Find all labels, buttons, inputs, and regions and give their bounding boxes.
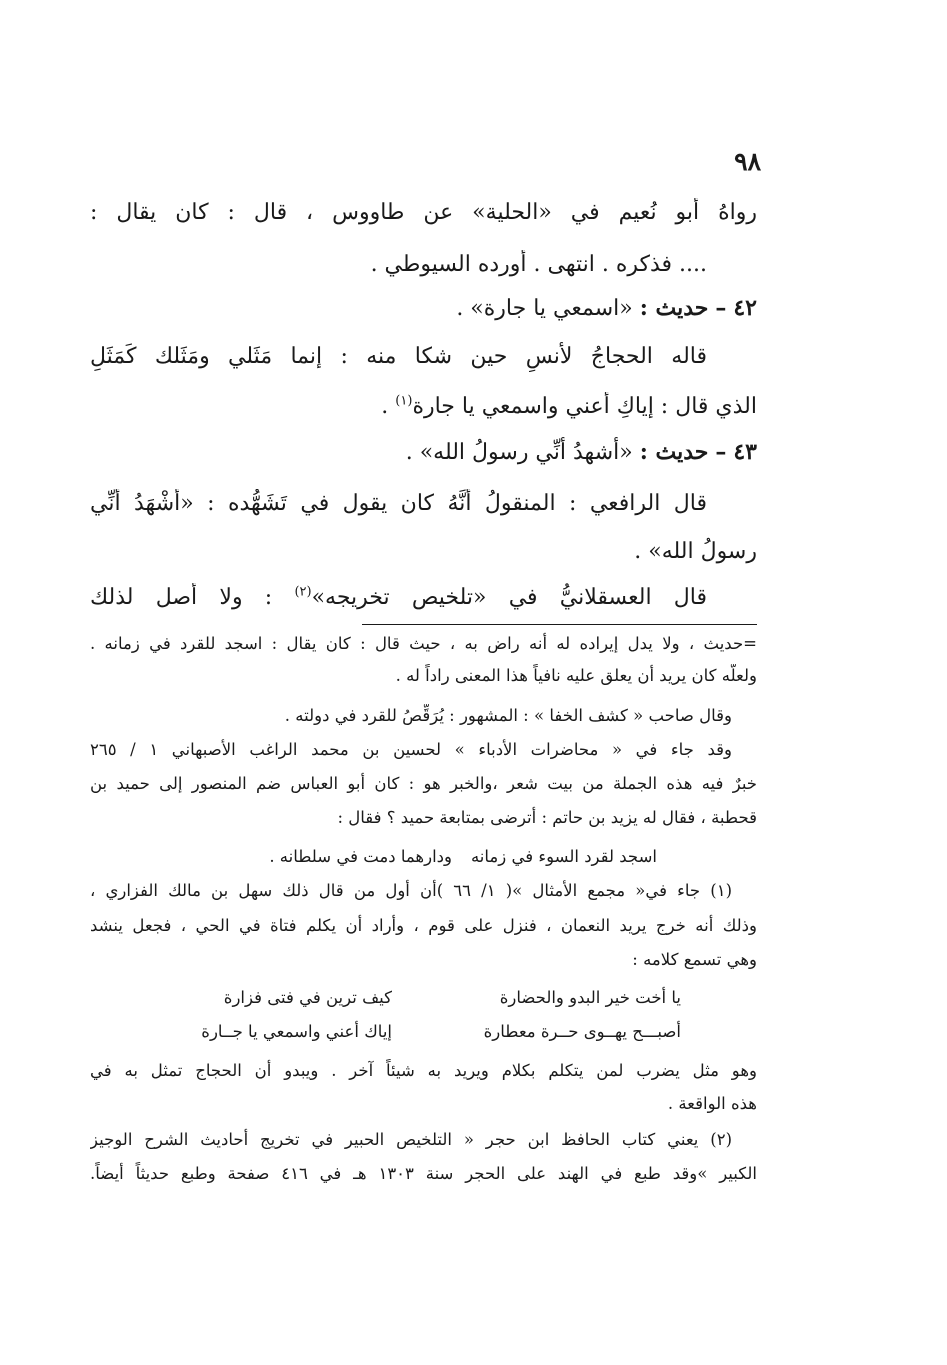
note-line-4: وقد جاء في « محاضرات الأدباء » لحسين بن محمد الراغب الأصبهاني ١ / ٢٦٥ (90, 740, 732, 759)
poem-row-1-second: كيف ترين في فتى فزارة (223, 988, 392, 1007)
verse-1-first-hemistich: اسجد لقرد السوء في زمانه (470, 847, 657, 866)
note-line-5: خبرٌ فيه هذه الجملة من بيت شعر ،والخبر هو : كان أبو العباس ضم المنصور إلى حميد بن (90, 774, 757, 793)
hadith-label: حديث : (639, 295, 709, 321)
note-line-8: وذلك أنه خرج يريد النعمان ، فنزل على قوم ، وأراد أن يكلم فتاة في الحي ، فجعل ينشد (90, 916, 757, 935)
poem-row-2-first: أصبـــح يهــوى حــرة معطارة (483, 1022, 681, 1041)
main-line-8: رسولُ الله» . (634, 539, 757, 564)
footnote-ref-1: (١) (395, 393, 413, 409)
main-line-4: قاله الحجاجُ لأنسٍ حين شكا منه : إنما مَثَلي ومَثَلك كَمَثَلِ (90, 344, 707, 369)
note-line-3: وقال صاحب « كشف الخفا » : المشهور : يُرَقِّصُ للقرد في دولته . (284, 706, 732, 725)
page-number: ٩٨ (734, 147, 761, 176)
footnote-separator (362, 624, 757, 625)
note-line-12: (٢) يعني كتاب الحافظ ابن حجر « التلخيص الحبير في تخريج أحاديث الشرح الوجيز (90, 1130, 732, 1149)
main-line-1: رواهُ أَبو نُعيم في «الحلية» عن طاووس ، قال : كان يقال : (90, 200, 757, 225)
main-line-2: .... فذكره . انتهى . أَورده السيوطي . (370, 252, 707, 277)
poem-row-2-second: إياك أعني واسمعي يا جــارة (201, 1022, 392, 1041)
poem-row-1-first: يا أخت خير البدو والحضارة (499, 988, 681, 1007)
main-line-9-text-a: قال العسقلانيُّ في «تلخيص تخريجه» (311, 585, 707, 610)
hadith-dash: – (715, 295, 727, 321)
hadith-number: ٤٢ (733, 295, 757, 321)
note-line-1: =حديث ، ولا يدل إيراده له أنه راض به ، حيث قال : كان يقال : اسجد للقرد في زمانه . (90, 634, 757, 653)
note-line-2: ولعلّه كان يريد أن يعلق عليه نافياً هذا المعنى راداً له . (395, 666, 757, 685)
main-line-5-end: . (381, 394, 389, 419)
note-line-6: قحطبة ، فقال له يزيد بن حاتم : أترضى بمتابعة حميد ؟ فقال : (337, 808, 757, 827)
note-line-10: وهو مثل يضرب لمن يتكلم بكلام ويريد به شيئاً آخر . ويبدو أن الحجاج تمثل به في (90, 1061, 757, 1080)
main-line-9 (90, 583, 707, 613)
note-line-9: وهي تسمع كلامه : (632, 950, 757, 969)
note-line-11: هذه الواقعة . (667, 1094, 757, 1113)
hadith-43-heading (90, 437, 757, 468)
main-line-9-text-b: : ولا أَصل لذلك (90, 585, 273, 610)
main-line-7: قال الرافعي : المنقولُ أَنَّهُ كان يقول في تَشَهُّده : «أَشْهَدُ أَنِّي (90, 491, 707, 516)
note-line-7: (١) جاء في« مجمع الأمثال »( ١/ ٦٦ )أن أول من قال ذلك سهل بن مالك الفزاري ، (90, 881, 732, 900)
main-line-5-text: الذي قال : إياكِ أَعني واسمعي يا جارة (412, 394, 757, 419)
hadith-text: «اسمعي يا جارة» . (456, 296, 633, 321)
hadith-dash: – (715, 439, 727, 465)
hadith-label: حديث : (639, 439, 709, 465)
main-line-5 (90, 392, 757, 422)
hadith-42-heading (90, 293, 757, 324)
hadith-text: «أَشهدُ أَنِّي رسولُ الله» . (405, 440, 633, 465)
note-line-13: الكبير »وقد طبع في الهند على الحجر سنة ١٣٠٣ هـ في ٤١٦ صفحة وطبع حديثاً أيضاً. (90, 1164, 757, 1183)
verse-1-second-hemistich: ودارهما دمت في سلطانه . (269, 847, 452, 866)
footnote-ref-2: (٢) (294, 584, 312, 600)
hadith-number: ٤٣ (733, 439, 757, 465)
